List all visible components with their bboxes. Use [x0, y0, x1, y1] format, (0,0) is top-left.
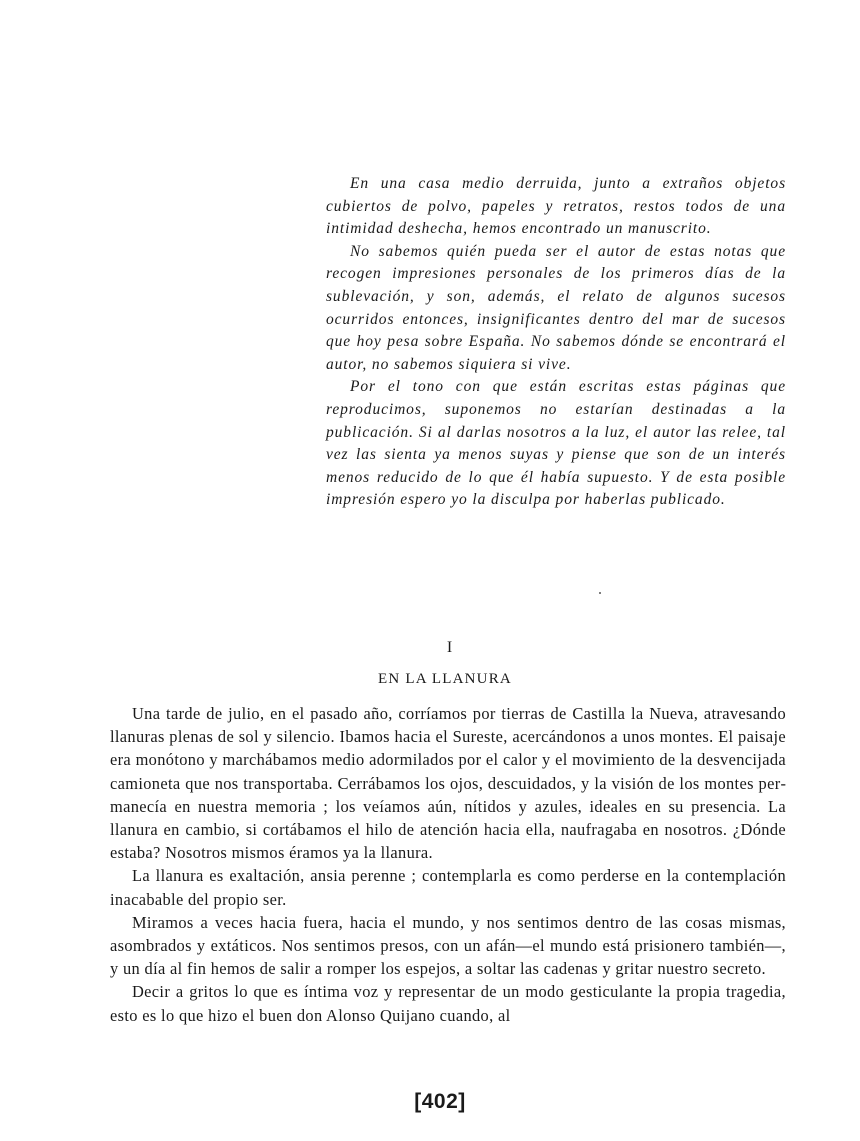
chapter-number: I [446, 639, 454, 656]
body-paragraph: La llanura es exaltación, ansia perenne ; contemplarla es como perderse en la contemplación inacabable del propio ser. [110, 866, 786, 909]
body-paragraph: Decir a gritos lo que es íntima voz y representar de un modo gesticulante la propia tragedia, esto es lo que hizo el buen don Alonso Quijano cuando, al [110, 982, 786, 1025]
preface-paragraph: Por el tono con que están escritas estas páginas que reproducimos, suponemos no estarían destinadas a la publicación. Si al darlas nosotros a la luz, el autor las relee, tal vez las sienta ya menos suyas y piense que son de un interés menos reducido de lo que él había supuesto. Y de esta posible impresión espero yo la disculpa por haberlas publicado. [326, 378, 786, 509]
body-paragraph: Miramos a veces hacia fuera, hacia el mundo, y nos sentimos dentro de las cosas mismas, asombrados y extáticos. Nos sentimos presos, con un afán—el mundo está prisionero también—, y un día al fin hemos de salir a romper los espejos, a soltar las cadenas y gritar nuestro secreto. [110, 912, 786, 979]
preface-paragraph: No sabemos quién pueda ser el autor de estas notas que recogen impresiones personales de los primeros días de la sublevación, y son, además, el relato de algunos sucesos ocurridos entonces, insignificantes dentro del mar de sucesos que hoy pesa sobre España. No sabemos dónde se encontrará el autor, no sabemos siquiera si vive. [326, 242, 786, 373]
print-speck [599, 592, 601, 594]
preface-paragraph: En una casa medio derruida, junto a extraños objetos cubiertos de polvo, papeles y retratos, restos todos de una intimidad deshecha, hemos encontrado un manuscrito. [326, 175, 786, 238]
chapter-title: EN LA LLANURA [378, 671, 512, 687]
page-number: [402] [414, 1090, 466, 1113]
body-paragraph: Una tarde de julio, en el pasado año, corríamos por tierras de Castilla la Nueva, atravesando llanuras plenas de sol y silencio. Ibamos hacia el Sureste, acercándonos a unos montes. El paisaje era monótono y marchábamos medio adormilados por el calor y el movimiento de la desvencijada camioneta que nos transportaba. Cerrábamos los ojos, descuidados, y la visión de los montes permanecía en nuestra memoria ; los veíamos aún, nítidos y azules, ideales en su presencia. La llanura en cambio, si cortábamos el hilo de atención hacia ella, naufragaba en nosotros. ¿Dónde estaba? Nosotros mismos éramos ya la llanura. [110, 704, 786, 863]
chapter-body [110, 702, 786, 1027]
editorial-preface [326, 173, 786, 512]
